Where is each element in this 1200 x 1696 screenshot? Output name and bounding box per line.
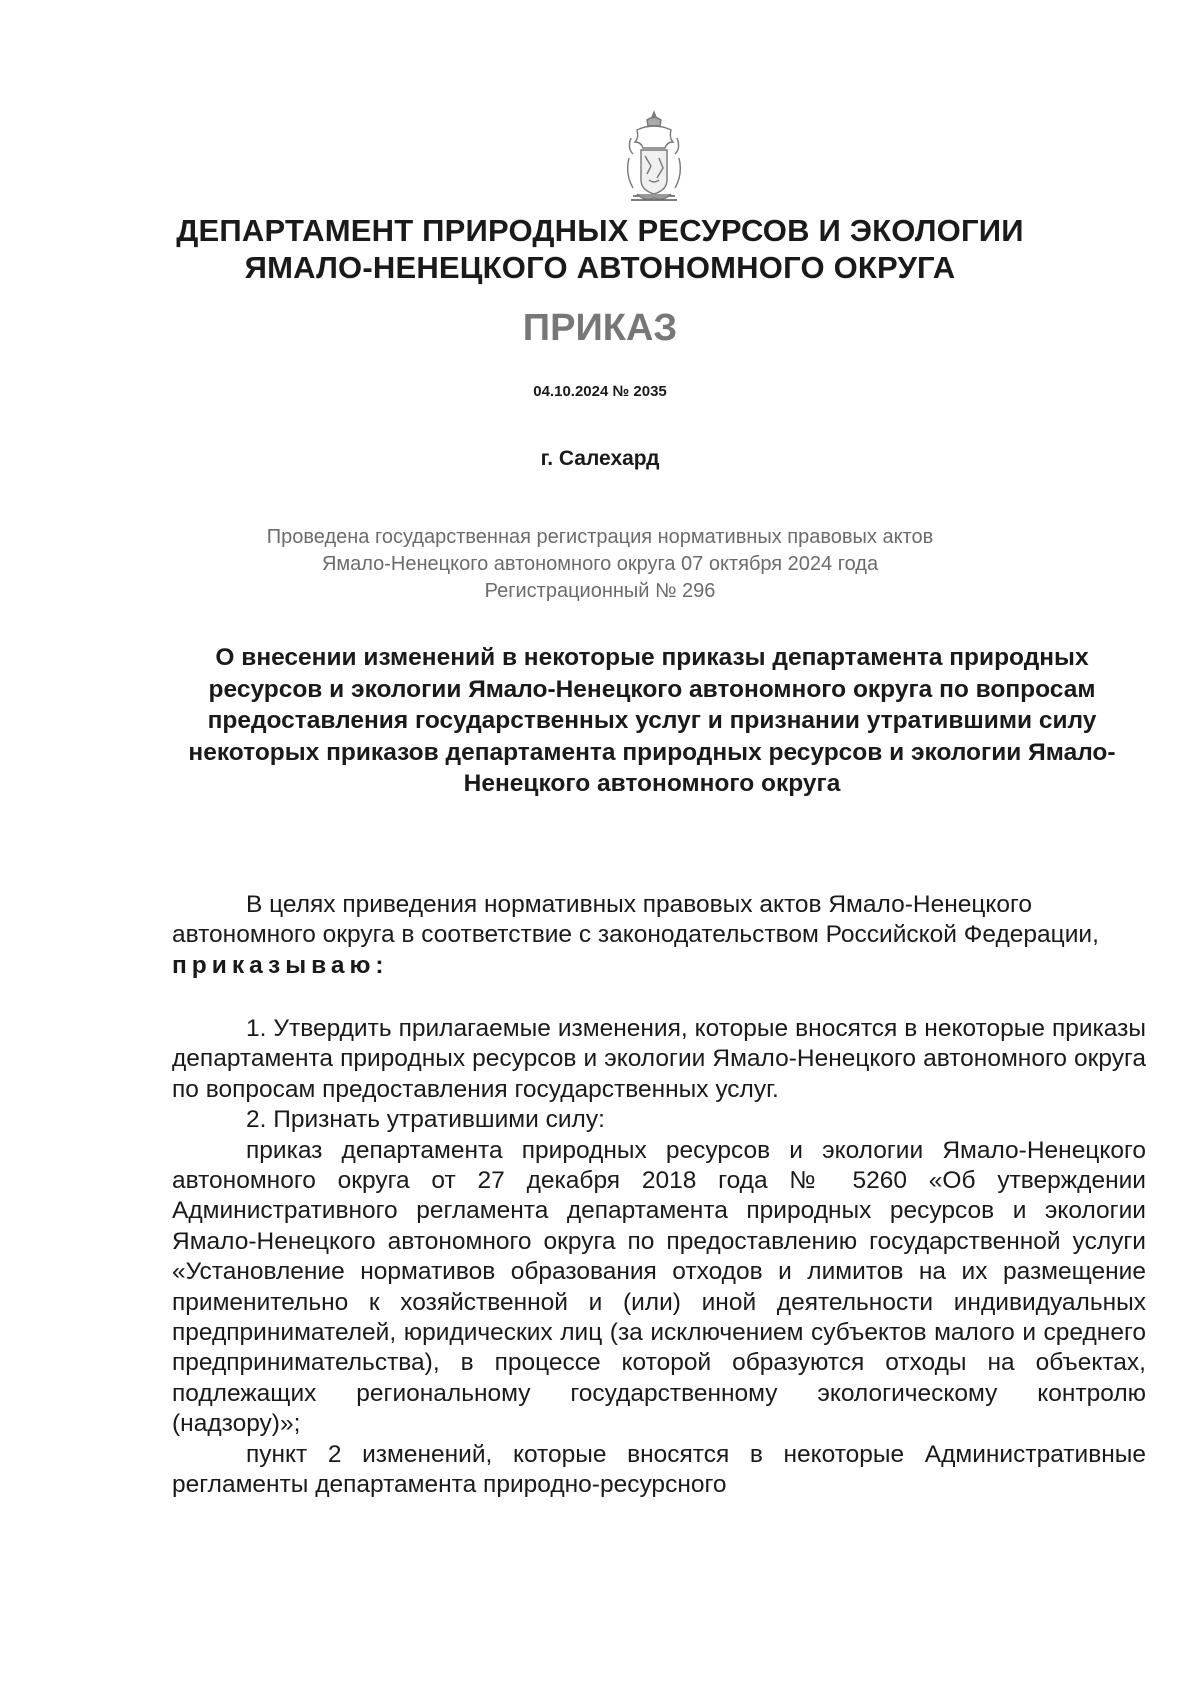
item-2: 2. Признать утратившими силу:	[246, 1106, 605, 1134]
coat-of-arms-emblem	[623, 108, 685, 208]
city-name: г. Салехард	[540, 447, 660, 470]
item-1: 1. Утвердить прилагаемые изменения, которые вносятся в некоторые приказы департамента природных ресурсов и экологии Ямало-Ненецкого автономного округа по вопросам предоставления государственных услуг.	[172, 1015, 1146, 1103]
command-word: приказываю:	[172, 951, 389, 979]
order-subject: О внесении изменений в некоторые приказы департамента природных ресурсов и экологии Ямало-Ненецкого автономного округа по вопросам предоставления государственных услуг и признании утратившими силу некоторых приказов департамента природных ресурсов и экологии Ямало-Ненецкого автономного округа	[188, 644, 1116, 798]
order-items	[172, 1014, 1146, 1501]
item-2-subitem-1: приказ департамента природных ресурсов и экологии Ямало-Ненецкого автономного округа от 27 декабря 2018 года № 5260 «Об утверждении Административного регламента департамента природных ресурсов и экологии Ямало-Ненецкого автономного округа по предоставлению государственной услуги «Установление нормативов образования отходов и лимитов на их размещение применительно к хозяйственной и (или) иной деятельности индивидуальных предпринимателей, юридических лиц (за исключением субъектов малого и среднего предпринимательства), в процессе которой образуются отходы на объектах, подлежащих региональному государственному экологическому контролю (надзору)»;	[172, 1136, 1146, 1438]
registration-line-3: Регистрационный № 296	[484, 580, 716, 602]
department-header	[0, 212, 1200, 286]
order-date-number: 04.10.2024 № 2035	[533, 383, 667, 400]
preamble	[172, 890, 1146, 981]
preamble-text: В целях приведения нормативных правовых актов Ямало-Ненецкого автономного округа в соответствие с законодательством Российской Федерации,	[172, 891, 1099, 949]
item-2-subitem-2: пункт 2 изменений, которые вносятся в некоторые Административные регламенты департамента природно-ресурсного	[172, 1440, 1146, 1499]
document-type-title: ПРИКАЗ	[522, 307, 678, 349]
department-name-line-1: ДЕПАРТАМЕНТ ПРИРОДНЫХ РЕСУРСОВ И ЭКОЛОГИИ	[176, 213, 1024, 248]
department-name-line-2: ЯМАЛО-НЕНЕЦКОГО АВТОНОМНОГО ОКРУГА	[244, 250, 956, 285]
registration-stamp	[0, 524, 1200, 605]
registration-line-2: Ямало-Ненецкого автономного округа 07 октября 2024 года	[321, 553, 879, 575]
registration-line-1: Проведена государственная регистрация нормативных правовых актов	[266, 526, 934, 548]
